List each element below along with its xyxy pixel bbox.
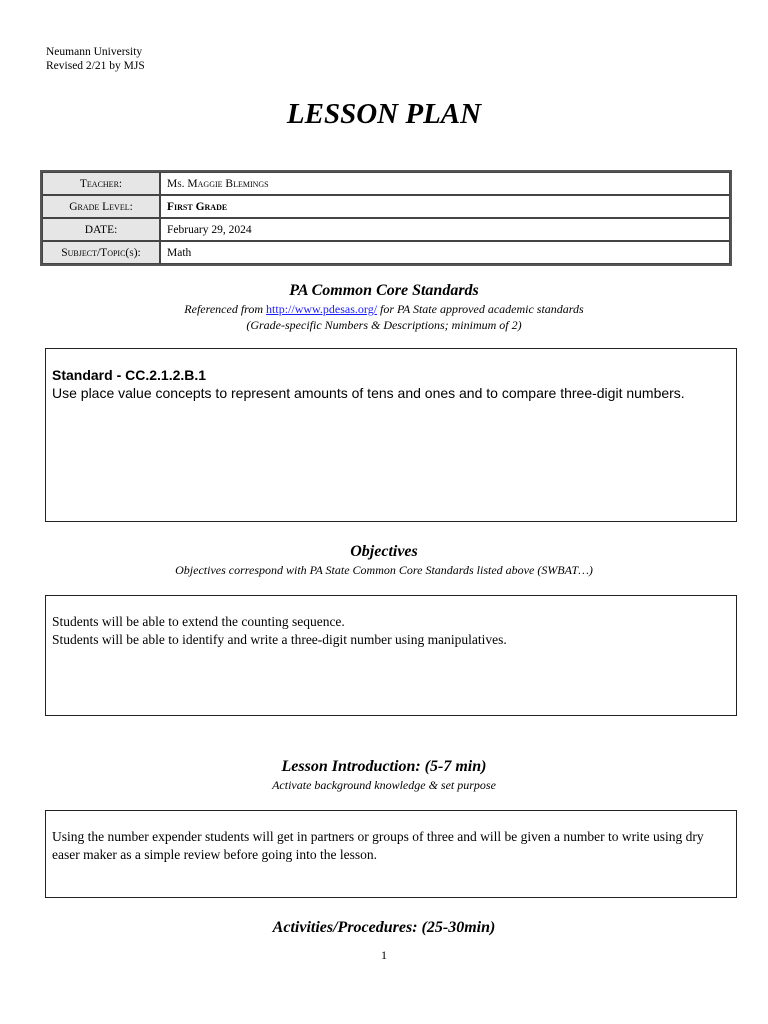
table-row <box>42 241 730 264</box>
reference-suffix: for PA State approved academic standards <box>380 302 584 316</box>
subject-value: Math <box>160 241 730 264</box>
revision-note: Revised 2/21 by MJS <box>46 60 145 72</box>
standards-box <box>45 348 737 522</box>
objectives-heading: Objectives <box>350 543 418 560</box>
introduction-subtitle: Activate background knowledge & set purpose <box>272 778 496 792</box>
objectives-box <box>45 595 737 716</box>
date-label: DATE: <box>42 218 160 241</box>
institution-name: Neumann University <box>46 46 143 58</box>
activities-heading: Activities/Procedures: (25-30min) <box>272 919 496 936</box>
standards-note: (Grade-specific Numbers & Descriptions; minimum of 2) <box>246 318 522 332</box>
subject-label: Subject/Topic(s): <box>42 241 160 264</box>
standard-text: Use place value concepts to represent amounts of tens and ones and to compare three-digit numbers. <box>52 385 685 401</box>
page-title: LESSON PLAN <box>286 98 482 130</box>
date-value: February 29, 2024 <box>160 218 730 241</box>
table-row <box>42 195 730 218</box>
teacher-value: Ms. Maggie Blemings <box>160 172 730 195</box>
objective-item: Students will be able to extend the counting sequence. <box>52 614 345 629</box>
lesson-info-table <box>40 170 732 266</box>
introduction-text: Using the number expender students will get in partners or groups of three and will be given a number to write using dry easer maker as a simple review before going into the lesson. <box>52 829 704 862</box>
grade-level-label: Grade Level: <box>42 195 160 218</box>
table-row <box>42 172 730 195</box>
standard-title: Standard - CC.2.1.2.B.1 <box>52 367 207 383</box>
page-number: 1 <box>381 948 387 962</box>
objectives-subtitle: Objectives correspond with PA State Common Core Standards listed above (SWBAT…) <box>175 563 593 577</box>
reference-prefix: Referenced from <box>184 302 264 316</box>
pdesas-link[interactable]: http://www.pdesas.org/ <box>266 302 378 316</box>
objective-item: Students will be able to identify and write a three-digit number using manipulatives. <box>52 632 507 647</box>
grade-level-value: First Grade <box>160 195 730 218</box>
table-row <box>42 218 730 241</box>
document-header <box>46 45 145 73</box>
introduction-box <box>45 810 737 898</box>
standards-heading: PA Common Core Standards <box>289 282 479 299</box>
standards-reference <box>0 301 768 317</box>
teacher-label: Teacher: <box>42 172 160 195</box>
introduction-heading: Lesson Introduction: (5-7 min) <box>281 758 487 775</box>
